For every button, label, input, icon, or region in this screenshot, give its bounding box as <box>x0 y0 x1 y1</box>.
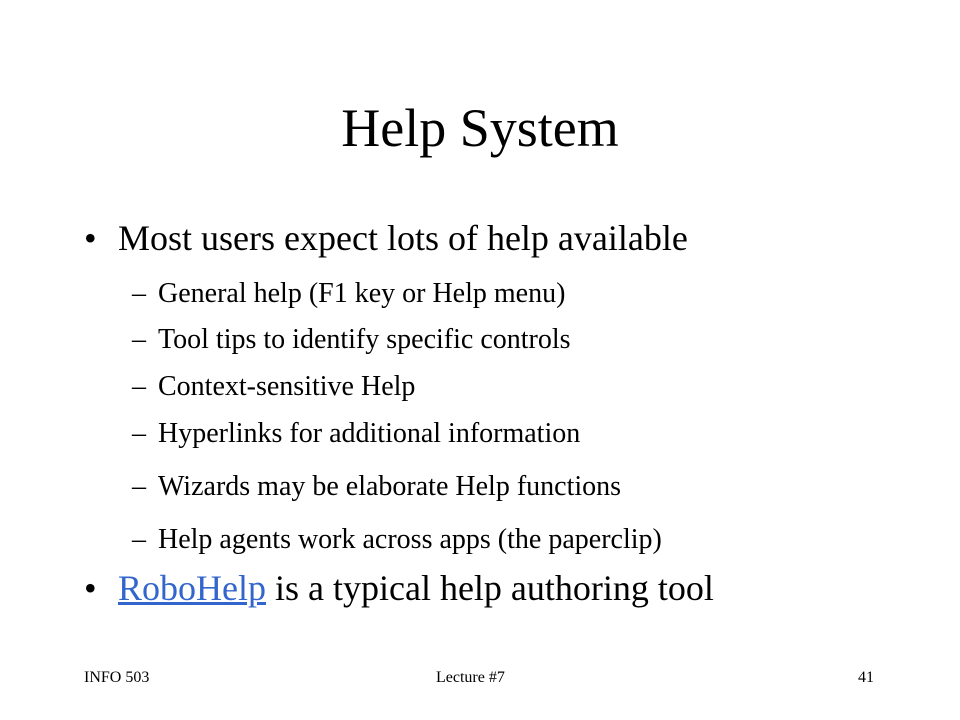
sub-item-text: Hyperlinks for additional information <box>158 418 581 449</box>
bullet-item <box>84 216 688 260</box>
robohelp-link[interactable]: RoboHelp <box>118 568 266 608</box>
sub-item <box>132 469 621 505</box>
sub-item <box>132 522 662 558</box>
sub-item-text: Wizards may be elaborate Help functions <box>158 471 622 502</box>
sub-item-text: Context-sensitive Help <box>158 371 416 402</box>
footer-page-number: 41 <box>858 669 874 686</box>
footer-lecture: Lecture #7 <box>436 669 505 686</box>
dash-marker: – <box>132 324 146 355</box>
footer-course: INFO 503 <box>84 669 150 686</box>
bullet-text: is a typical help authoring tool <box>266 568 714 608</box>
bullet-text: Most users expect lots of help available <box>118 218 688 258</box>
dash-marker: – <box>132 418 146 449</box>
sub-item <box>132 322 571 358</box>
sub-item <box>132 369 415 405</box>
bullet-item <box>84 566 714 610</box>
slide-title: Help System <box>341 98 619 158</box>
sub-item-text: Help agents work across apps (the paperclip) <box>158 524 662 555</box>
dash-marker: – <box>132 278 146 309</box>
sub-item-text: Tool tips to identify specific controls <box>158 324 571 355</box>
sub-item-text: General help (F1 key or Help menu) <box>158 278 566 309</box>
dash-marker: – <box>132 371 146 402</box>
sub-item <box>132 416 580 452</box>
bullet-marker: • <box>84 218 97 258</box>
dash-marker: – <box>132 471 146 502</box>
dash-marker: – <box>132 524 146 555</box>
bullet-marker: • <box>84 568 97 608</box>
sub-item <box>132 276 565 312</box>
